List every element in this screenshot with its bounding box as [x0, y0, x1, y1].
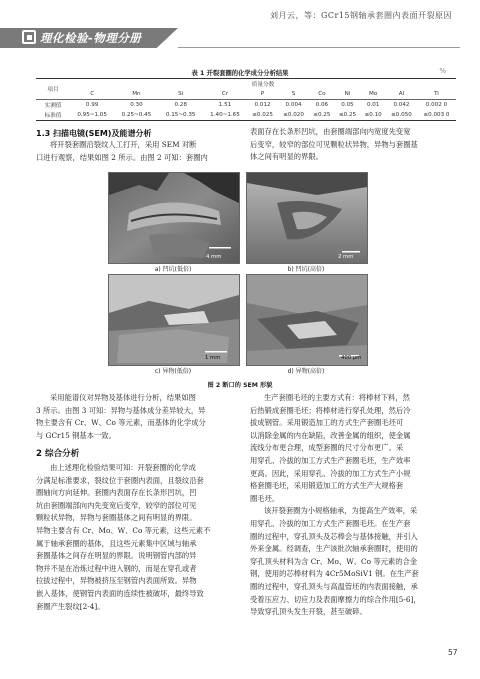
text-line: 体之间有明显的界限。: [250, 152, 323, 162]
table-cell: 0.95~1.05: [70, 110, 114, 121]
table-cell: 0.002 0: [425, 102, 448, 108]
table-cell: 1.40~1.65: [203, 110, 247, 121]
text-line: 口进行观察，结果如图 2 所示。由图 2 可知：套圈内: [36, 152, 208, 162]
table-caption: 表 1 开裂套圈的化学成分分析结果: [191, 70, 289, 77]
text-line: 导致穿孔顶头发生开裂，甚至破碎。: [250, 607, 367, 617]
table-cell: 0.25~0.45: [114, 110, 158, 121]
text-line: 圈的过程中，穿孔顶头与高温管坯的内表面接触，承: [250, 581, 418, 591]
text-line: 坑由套圈端部向内先变宽后变窄，较窄的部位可见: [36, 500, 197, 510]
text-line: 用穿孔、冷拔的加工方式生产套圈毛坯。在生产套: [250, 518, 411, 528]
panel-label-a: a) 凹坑(低倍): [154, 266, 192, 273]
sem-photo-a: [108, 172, 240, 264]
table-cell: ≤0.10: [360, 110, 386, 121]
scale-label-d: 400 μm: [341, 355, 362, 361]
table-row-label: 标准值: [36, 110, 70, 121]
table-cell: ≤0.25: [335, 110, 361, 121]
table-cell: ≤0.020: [278, 110, 309, 121]
page-number: 57: [448, 648, 458, 657]
text-line: 异物主要含有 Cr、Mo、W、Co 等元素，这些元素不: [36, 525, 211, 535]
journal-name: 理化检验-物理分册: [40, 31, 142, 45]
text-line: 3 所示。由图 3 可知：异物与基体成分差异较大，异: [36, 405, 206, 415]
text-line: 物主要含有 Cr、W、Co 等元素，而基体的化学成分: [36, 418, 206, 428]
table-cell: 0.004: [285, 102, 302, 108]
text-line: 圈的过程中，穿孔顶头及芯棒会与基体接触，并引入: [250, 531, 418, 541]
production-paragraph: [250, 392, 448, 619]
text-line: 将开裂套圈沿裂纹人工打开，采用 SEM 对断: [50, 140, 197, 149]
sem-paragraph: [36, 139, 234, 164]
table-unit: %: [439, 67, 446, 75]
table-column-header: Ti: [417, 89, 456, 100]
table-column-header: P: [247, 89, 278, 100]
text-line: 钢，使用的芯棒材料为 4Cr5MoSiV1 钢。在生产套: [250, 569, 419, 579]
section-heading-analysis: 2 综合分析: [36, 449, 80, 459]
text-line: 由上述理化检验结果可知：开裂套圈的化学成: [50, 463, 196, 472]
text-line: 后变窄，较窄的部位可见颗粒状异物，异物与套圈基: [250, 139, 418, 149]
text-line: 表面存在长条形凹坑，由套圈端部向内宽度先变宽: [250, 127, 411, 136]
table-cell: ≤0.050: [386, 110, 417, 121]
text-line: 圈毛坯。: [250, 493, 280, 503]
table-cell: 0.06: [315, 102, 329, 108]
table-cell: ≤0.25: [309, 110, 335, 121]
table-cell: 0.012: [254, 102, 271, 108]
table-column-headers: [36, 89, 456, 100]
eds-paragraph: [36, 392, 234, 442]
text-line: 与 GCr15 钢基本一致。: [36, 430, 116, 440]
text-line: 更高。因此，采用穿孔、冷拔的加工方式生产小规: [250, 468, 411, 478]
text-line: 拉拔过程中，异物被挤压至钢管内表面所致。异物: [36, 576, 197, 586]
table-column-header: Mo: [360, 89, 386, 100]
table-cell: 0.15~0.35: [159, 110, 203, 121]
text-line: 生产套圈毛坯的主要方式有：将棒材下料，然: [264, 393, 410, 402]
text-line: 颗粒状异物，异物与套圈基体之间有明显的界限。: [36, 513, 197, 523]
scale-label-b: 2 mm: [338, 254, 354, 260]
text-line: 采用能谱仪对异物及基体进行分析，结果如图: [50, 393, 196, 402]
header-rule: [178, 47, 460, 48]
table-column-header: Co: [309, 89, 335, 100]
table-cell: 0.05: [341, 102, 354, 108]
table-cell: ≤0.025: [247, 110, 278, 121]
analysis-paragraph: [36, 462, 234, 613]
table-column-header: Al: [386, 89, 417, 100]
text-line: 套圈产生裂纹[2-4]。: [36, 601, 105, 611]
text-line: 流线分布更合理，成型套圈的尺寸分布更广。采: [250, 443, 404, 453]
table-header-project: 项目: [36, 79, 70, 100]
table-column-header: S: [278, 89, 309, 100]
text-line: 受着压应力、切应力及表面摩擦力的综合作用[5-6]，: [250, 594, 421, 604]
scale-label-a: 4 mm: [206, 254, 222, 260]
table-column-header: Si: [159, 89, 203, 100]
table-column-header: Mn: [114, 89, 158, 100]
sem-paragraph-continued: [250, 126, 448, 164]
text-line: 物并不是在冶炼过程中进入钢的，而是在穿孔或者: [36, 563, 197, 573]
table-cell: 0.01: [366, 102, 380, 108]
sem-photo-c: [108, 274, 240, 366]
composition-table: [36, 78, 456, 121]
figure-caption: 图 2 断口的 SEM 形貌: [207, 382, 273, 389]
table-cell: ≤0.003 0: [417, 110, 456, 121]
text-line: 套圈基体之间存在明显的界限。说明钢管内部的异: [36, 551, 197, 561]
text-line: 嵌入基体，使钢管内表面的连续性被破坏，最终导致: [36, 588, 204, 598]
table-header-group: 质量分数: [70, 79, 456, 90]
sem-photo-d: [246, 274, 368, 366]
text-line: 外来金属。经调查，生产该批次轴承套圈时，使用的: [250, 544, 418, 554]
journal-logo-icon: [22, 30, 36, 44]
section-heading-sem: 1.3 扫描电镜(SEM)及能谱分析: [36, 129, 152, 138]
panel-label-d: d) 异物(高倍): [287, 368, 325, 375]
panel-label-c: c) 异物(低倍): [154, 368, 192, 375]
text-line: 拔成钢管。采用锻造加工的方式生产套圈毛坯可: [250, 418, 404, 428]
text-line: 圈轴向方向延伸。套圈内表面存在长条形凹坑，凹: [36, 488, 197, 498]
sem-photo-b: [246, 172, 368, 264]
text-line: 后热锻成套圈毛坯；将棒材进行穿孔处理，然后冷: [250, 405, 411, 415]
text-line: 分满足标准要求，裂纹位于套圈内表面，且裂纹沿套: [36, 475, 204, 485]
table-row: [36, 110, 456, 121]
scale-label-c: 1 mm: [205, 355, 221, 361]
panel-label-b: b) 凹坑(高倍): [287, 266, 325, 273]
table-row: [36, 100, 456, 111]
text-line: 以消除金属的内在缺陷，改善金属的组织，使金属: [250, 430, 411, 440]
table-cell: 0.28: [174, 102, 187, 108]
text-line: 穿孔顶头材料为含 Cr、Mo、W、Co 等元素的合金: [250, 556, 418, 566]
text-line: 属于轴承套圈的基体，且这些元素集中区域与轴承: [36, 538, 197, 548]
text-line: 该开裂套圈为小规格轴承，为提高生产效率，采: [264, 506, 418, 516]
table-row-label: 实测值: [44, 103, 62, 109]
running-title: 刘月云，等：GCr15钢轴承套圈内表面开裂原因: [269, 11, 452, 20]
table-column-header: C: [70, 89, 114, 100]
table-cell: 0.99: [85, 102, 99, 108]
table-cell: 0.042: [393, 102, 410, 108]
table-cell: 0.30: [130, 102, 143, 108]
table-column-header: Cr: [203, 89, 247, 100]
text-line: 用穿孔、冷拔的加工方式生产套圈毛坯，生产效率: [250, 455, 411, 465]
table-column-header: Ni: [335, 89, 361, 100]
text-line: 格套圈毛坯，采用锻造加工的方式生产大规格套: [250, 481, 404, 491]
table-cell: 1.51: [218, 102, 232, 108]
